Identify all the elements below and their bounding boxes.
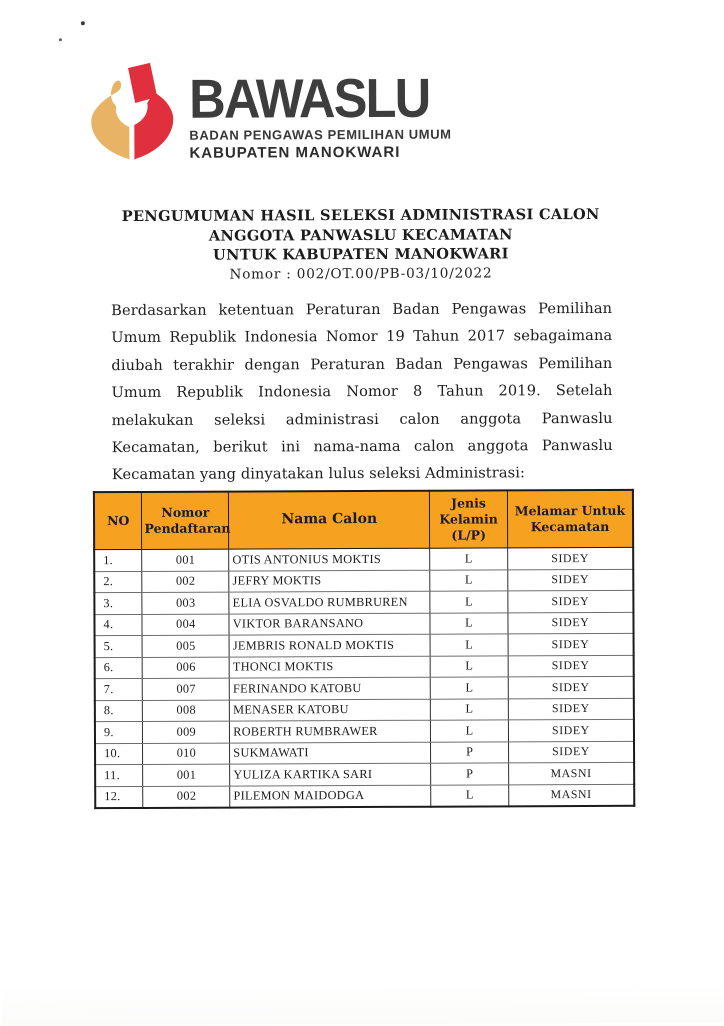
cell-nama: PILEMON MAIDODGA (230, 785, 431, 808)
cell-no: 11. (95, 764, 143, 786)
cell-nomor: 005 (143, 635, 230, 657)
table-header (94, 490, 633, 550)
cell-nomor: 008 (143, 700, 230, 722)
table-row (95, 676, 634, 700)
cell-no: 9. (95, 721, 143, 743)
cell-jk: L (430, 612, 508, 634)
letterhead-text (189, 66, 452, 162)
cell-nama: JEFRY MOKTIS (229, 570, 430, 592)
col-header-no: NO (94, 492, 142, 550)
cell-kecamatan: SIDEY (508, 676, 634, 698)
cell-jk: L (430, 591, 508, 613)
scan-speck (81, 21, 85, 25)
cell-kecamatan: SIDEY (508, 633, 634, 655)
cell-jk: L (430, 548, 508, 570)
cell-jk: L (430, 569, 508, 591)
cell-nomor: 009 (143, 721, 230, 743)
bawaslu-ballot-box-logo-icon (82, 59, 182, 167)
table-row (95, 655, 634, 679)
letterhead (82, 58, 452, 168)
cell-kecamatan: SIDEY (508, 698, 634, 720)
cell-kecamatan: MASNI (509, 784, 635, 807)
cell-no: 5. (95, 635, 143, 657)
table-row (94, 547, 633, 571)
cell-kecamatan: SIDEY (508, 547, 634, 569)
cell-no: 3. (94, 592, 142, 614)
logo-region: KABUPATEN MANOKWARI (189, 144, 401, 162)
cell-nomor: 007 (143, 678, 230, 700)
cell-kecamatan: SIDEY (508, 719, 634, 741)
cell-no: 4. (94, 614, 142, 636)
title-line-3: UNTUK KABUPATEN MANOKWARI (212, 245, 509, 264)
cell-nama: YULIZA KARTIKA SARI (230, 763, 431, 785)
cell-no: 12. (95, 786, 143, 808)
cell-no: 2. (94, 571, 142, 593)
cell-jk: L (431, 784, 509, 806)
cell-kecamatan: SIDEY (508, 612, 634, 634)
cell-no: 8. (95, 700, 143, 722)
cell-nomor: 002 (143, 786, 230, 808)
cell-jk: L (431, 698, 509, 720)
cell-nama: OTIS ANTONIUS MOKTIS (229, 548, 430, 570)
table-row (95, 784, 634, 808)
cell-nomor: 006 (143, 657, 230, 679)
cell-nama: JEMBRIS RONALD MOKTIS (229, 634, 430, 656)
title-line-2: ANGGOTA PANWASLU KECAMATAN (208, 225, 513, 245)
cell-nomor: 002 (142, 571, 229, 593)
logo-wordmark: BAWASLU (189, 66, 430, 130)
table-row (95, 719, 634, 743)
cell-nama: SUKMAWATI (230, 742, 431, 764)
candidates-table (93, 489, 635, 809)
cell-nama: VIKTOR BARANSANO (229, 613, 430, 635)
cell-nama: MENASER KATOBU (230, 699, 431, 721)
logo-subtitle: BADAN PENGAWAS PEMILIHAN UMUM (189, 126, 452, 143)
cell-jk: L (430, 634, 508, 656)
cell-no: 6. (95, 657, 143, 679)
col-header-nama: Nama Calon (229, 491, 430, 549)
cell-kecamatan: SIDEY (508, 569, 634, 591)
col-header-nomor: Nomor Pendaftaran (142, 492, 229, 550)
table-row (95, 741, 634, 765)
title-line-1: PENGUMUMAN HASIL SELEKSI ADMINISTRASI CALON (121, 205, 600, 226)
cell-jk: L (431, 720, 509, 742)
table-row (94, 612, 633, 636)
table-body (94, 547, 634, 808)
candidates-table-container (93, 489, 635, 809)
scan-speck (59, 38, 62, 41)
announcement-title (0, 204, 723, 285)
col-header-kecamatan: Melamar Untuk Kecamatan (507, 490, 633, 548)
cell-jk: L (430, 655, 508, 677)
cell-nomor: 010 (143, 743, 230, 765)
cell-kecamatan: MASNI (508, 762, 634, 784)
cell-nama: ELIA OSVALDO RUMBRUREN (229, 591, 430, 613)
cell-no: 1. (94, 549, 142, 571)
cell-nama: FERINANDO KATOBU (229, 677, 430, 699)
cell-nomor: 001 (142, 549, 229, 571)
cell-jk: L (431, 677, 509, 699)
cell-no: 7. (95, 678, 143, 700)
table-row (94, 590, 633, 614)
cell-nomor: 003 (142, 592, 229, 614)
table-row (94, 569, 633, 593)
table-row (95, 633, 634, 657)
cell-kecamatan: SIDEY (508, 590, 634, 612)
cell-nomor: 004 (142, 614, 229, 636)
cell-no: 10. (95, 743, 143, 765)
cell-jk: P (431, 741, 509, 763)
table-row (95, 698, 634, 722)
cell-nama: ROBERTH RUMBRAWER (230, 720, 431, 742)
table-row (95, 762, 634, 786)
document-number: Nomor : 002/OT.00/PB-03/10/2022 (229, 264, 493, 283)
cell-kecamatan: SIDEY (508, 741, 634, 763)
body-paragraph: Berdasarkan ketentuan Peraturan Badan Pengawas Pemilihan Umum Republik Indonesia Nomor 19 Tahun 2017 sebagaimana diubah terakhir dengan Peraturan Badan Pengawas Pemilihan Umum Republik Indonesia Nomor 8 Tahun 2019. Setelah melakukan seleksi administrasi calon anggota Panwaslu Kecamatan, berikut ini nama-nama calon anggota Panwaslu Kecamatan yang dinyatakan lulus seleksi Administrasi: (111, 299, 613, 484)
table-header-row (94, 490, 633, 550)
cell-kecamatan: SIDEY (508, 655, 634, 677)
col-header-jenis: Jenis Kelamin (L/P) (430, 490, 508, 548)
cell-nama: THONCI MOKTIS (229, 656, 430, 678)
cell-jk: P (431, 763, 509, 785)
cell-nomor: 001 (143, 764, 230, 786)
